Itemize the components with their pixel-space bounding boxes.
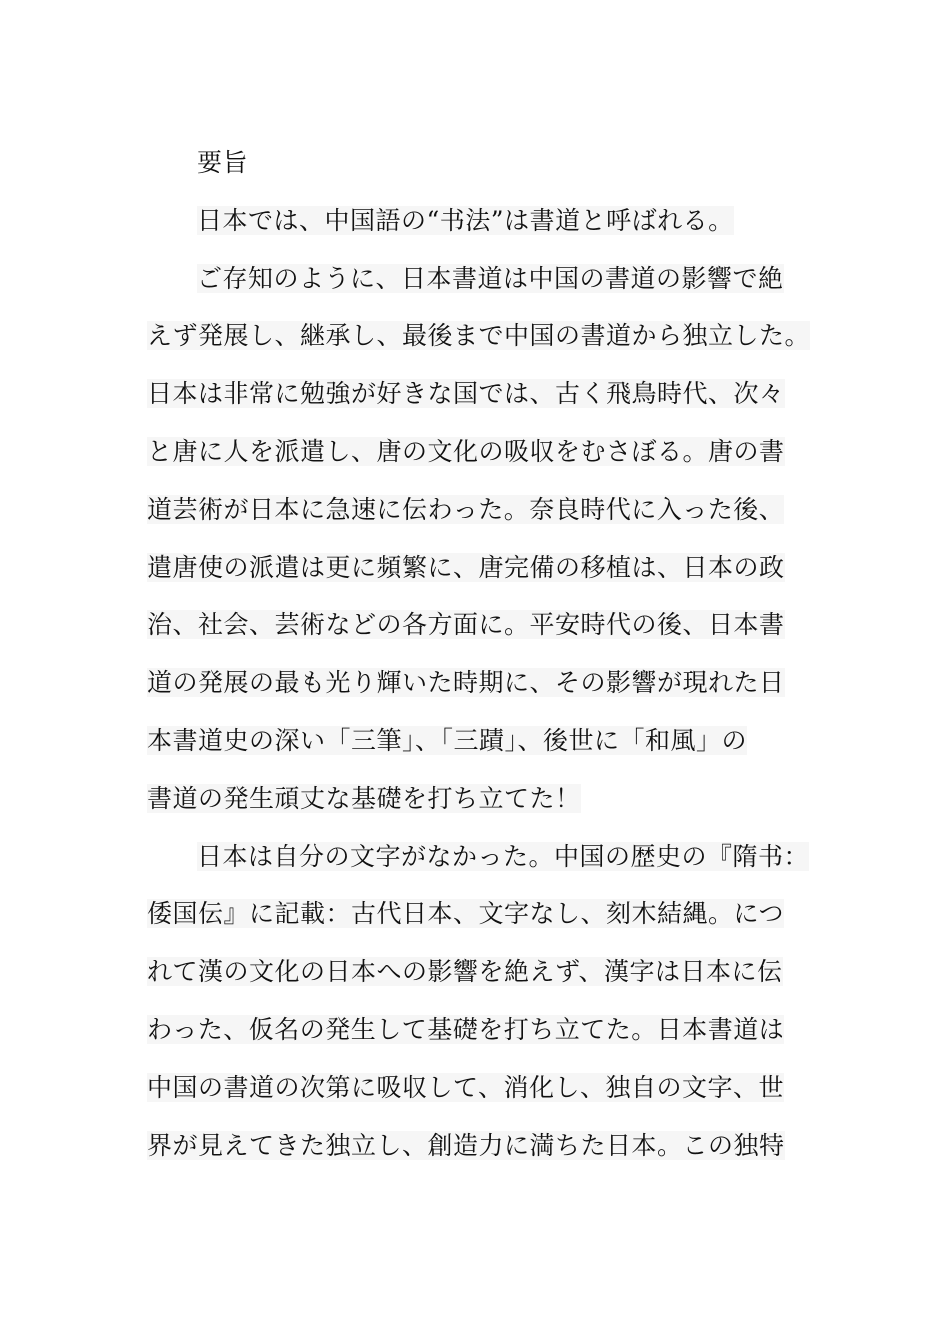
text-line-content: 中国の書道の次第に吸収して、消化し、独自の文字、世 bbox=[147, 1072, 785, 1102]
text-line-content: 道芸術が日本に急速に伝わった。奈良時代に入った後、 bbox=[147, 494, 785, 524]
text-line-content: 道の発展の最も光り輝いた時期に、その影響が現れた日 bbox=[147, 668, 785, 698]
text-line bbox=[147, 365, 827, 423]
text-line-content: れて漢の文化の日本への影響を絶えず、漢字は日本に伝 bbox=[147, 957, 783, 987]
text-line-content: わった、仮名の発生して基礎を打ち立てた。日本書道は bbox=[147, 1014, 785, 1044]
text-line bbox=[147, 943, 827, 1001]
text-line-content: 日本では、中国語の“书法”は書道と呼ばれる。 bbox=[197, 205, 734, 235]
text-line bbox=[147, 770, 827, 828]
text-line bbox=[147, 250, 827, 308]
text-line bbox=[147, 481, 827, 539]
text-line-content: と唐に人を派遣し、唐の文化の吸収をむさぼる。唐の書 bbox=[147, 436, 785, 466]
text-line bbox=[147, 654, 827, 712]
text-line-content: 遣唐使の派遣は更に頻繁に、唐完備の移植は、日本の政 bbox=[147, 552, 785, 582]
text-line bbox=[147, 885, 827, 943]
text-line bbox=[147, 596, 827, 654]
text-line-content: ご存知のように、日本書道は中国の書道の影響で絶 bbox=[197, 263, 784, 293]
text-line bbox=[147, 1001, 827, 1059]
text-line-content: えず発展し、継承し、最後まで中国の書道から独立した。 bbox=[147, 321, 811, 351]
text-line bbox=[147, 1059, 827, 1117]
text-line-content: 日本は非常に勉強が好きな国では、古く飛鳥時代、次々 bbox=[147, 379, 785, 409]
text-line bbox=[147, 828, 827, 886]
text-line-content: 治、社会、芸術などの各方面に。平安時代の後、日本書 bbox=[147, 610, 785, 640]
document-body bbox=[147, 134, 827, 1174]
text-line bbox=[147, 192, 827, 250]
text-line bbox=[147, 423, 827, 481]
text-line-content: 本書道史の深い「三筆」、「三蹟」、後世に「和風」の bbox=[147, 725, 748, 755]
text-line-content: 界が見えてきた独立し、創造力に満ちた日本。この独特 bbox=[147, 1130, 785, 1160]
text-line bbox=[147, 1117, 827, 1175]
text-line bbox=[147, 307, 827, 365]
text-line-content: 日本は自分の文字がなかった。中国の歴史の『隋书： bbox=[197, 841, 810, 871]
text-line bbox=[147, 539, 827, 597]
document-heading: 要旨 bbox=[197, 148, 249, 177]
text-line bbox=[147, 712, 827, 770]
text-line-content: 書道の発生頑丈な基礎を打ち立てた！ bbox=[147, 783, 581, 813]
text-line-content: 倭国伝』に記載：古代日本、文字なし、刻木結縄。につ bbox=[147, 899, 785, 929]
